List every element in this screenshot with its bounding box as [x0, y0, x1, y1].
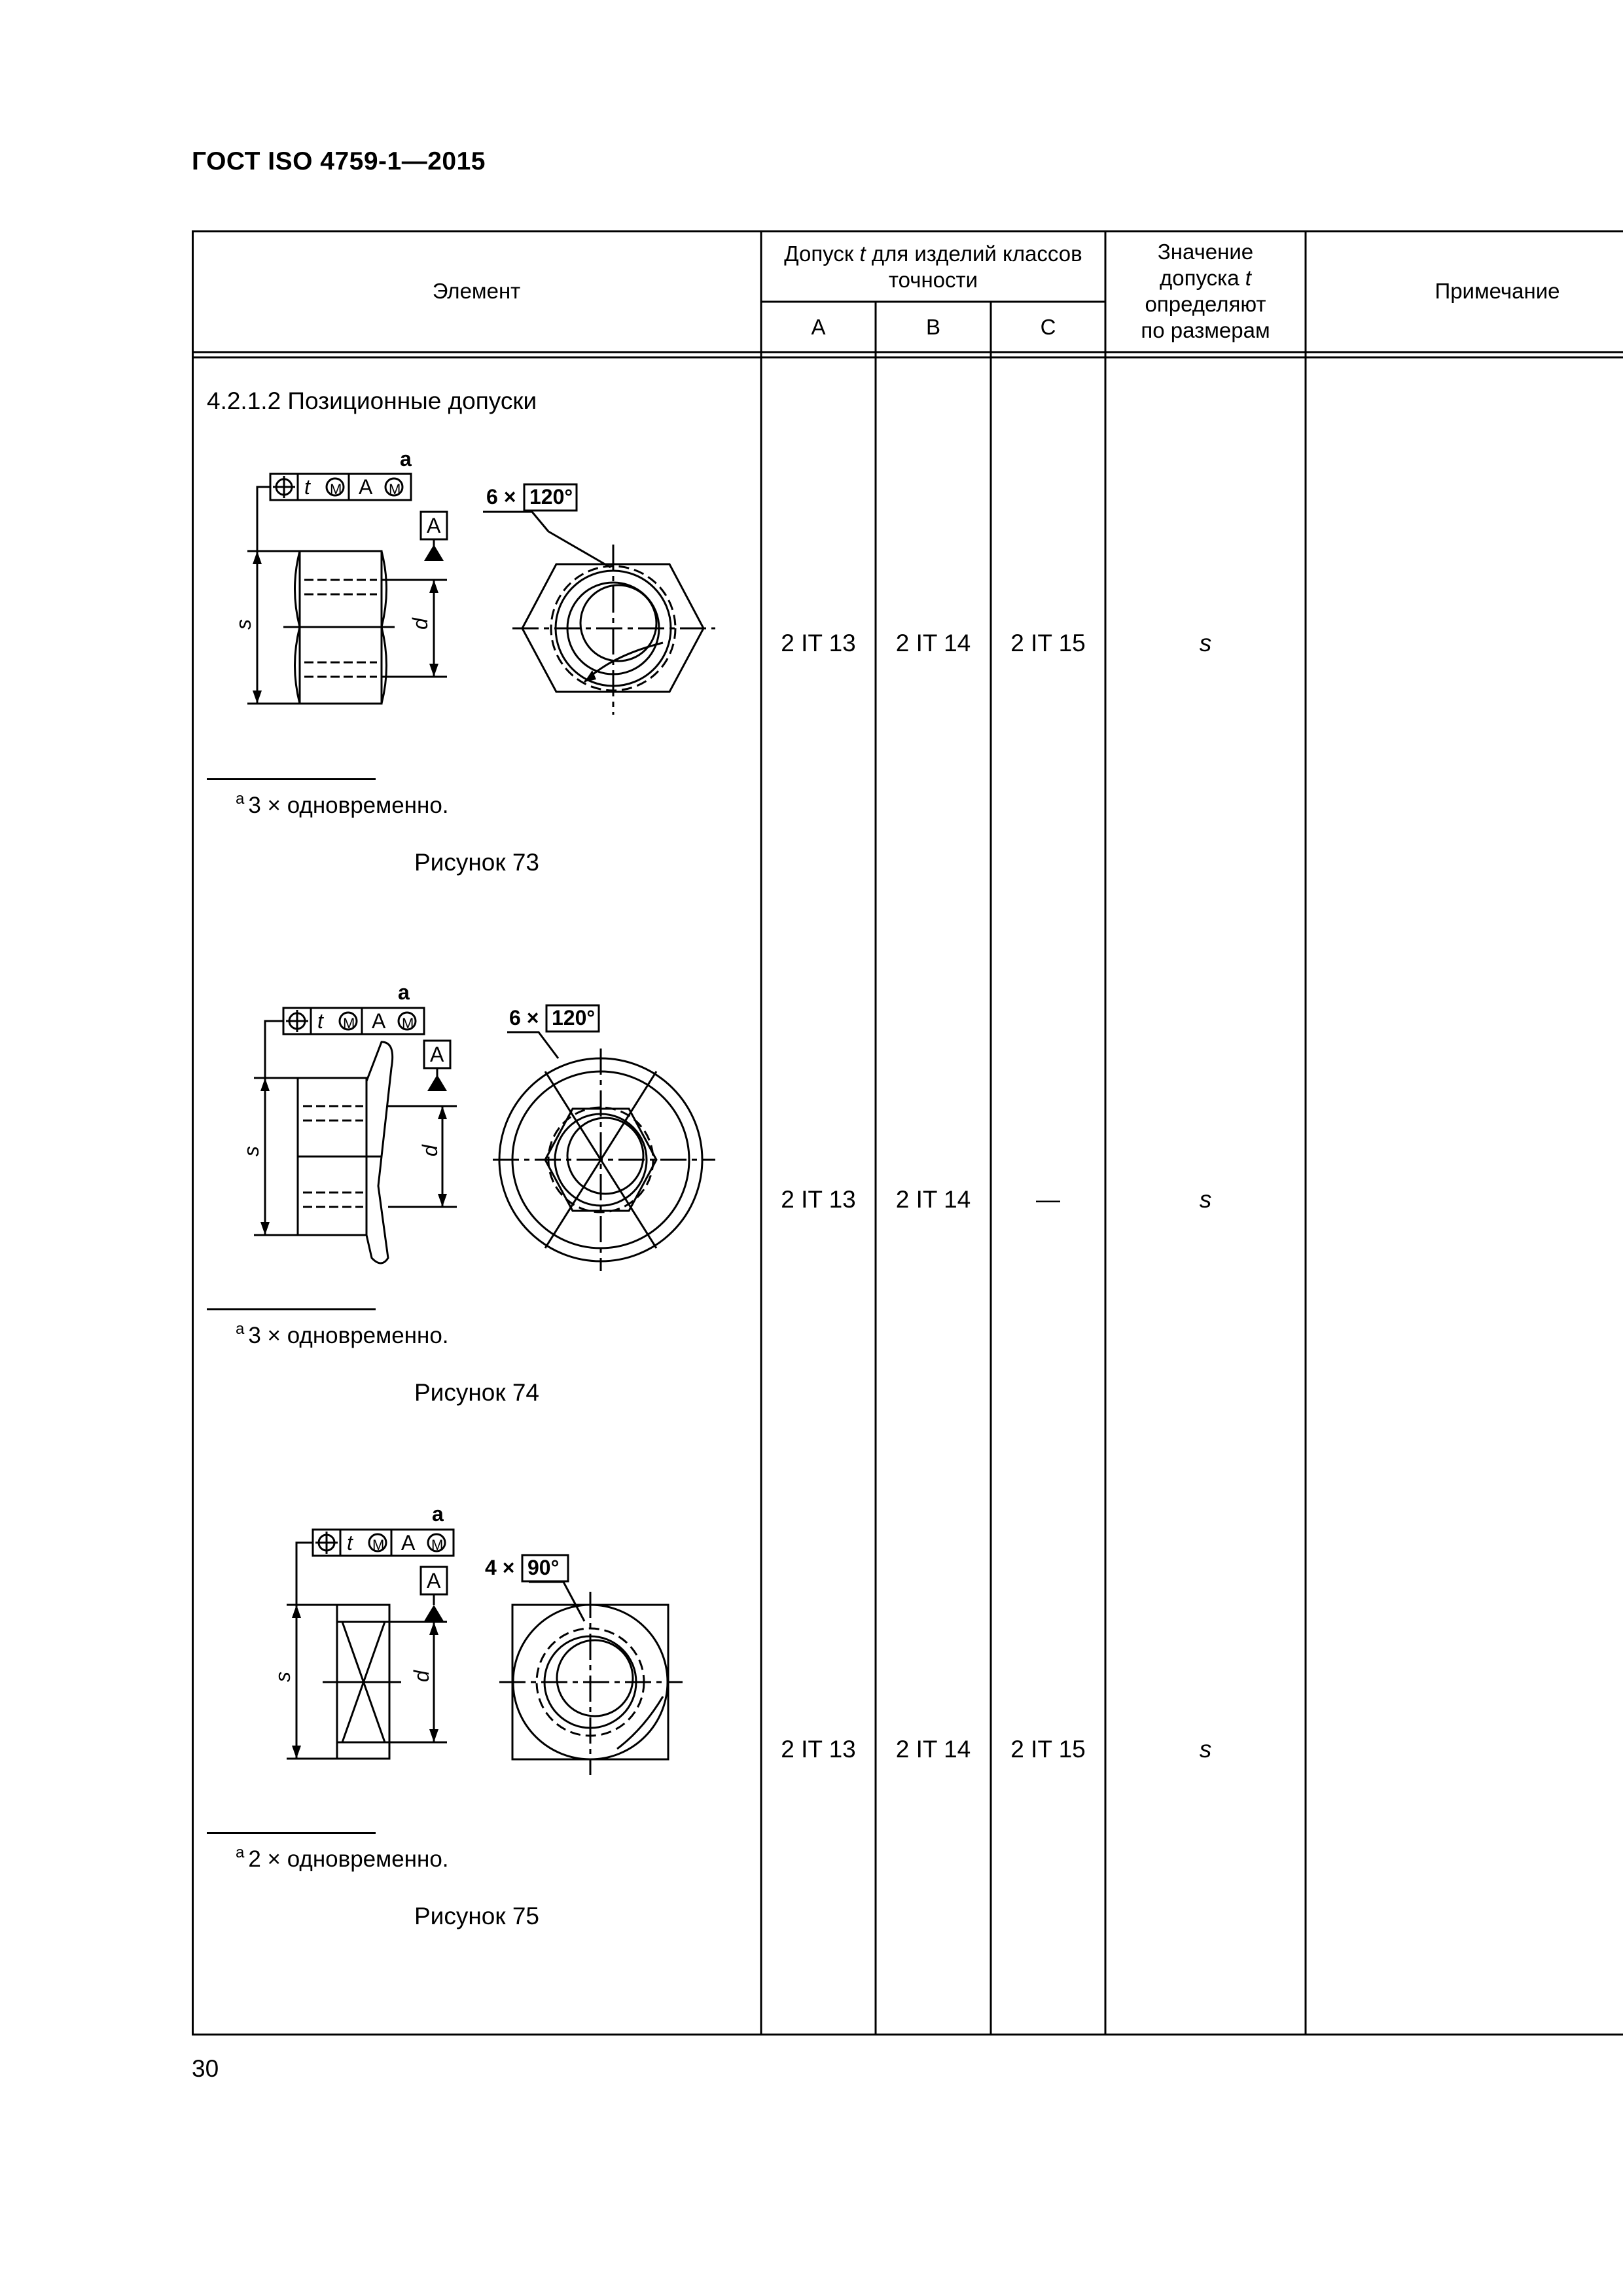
fig74-dim-d: d	[418, 1145, 442, 1157]
fig75-datum: A	[427, 1569, 441, 1592]
section-title: 4.2.1.2 Позиционные допуски	[207, 387, 537, 414]
fig75-dim-s: s	[271, 1672, 294, 1682]
header-tolerance	[761, 234, 1105, 300]
row3-class-b: 2 IT 14	[895, 1736, 971, 1763]
header-tolerance-prefix: Допуск	[784, 242, 854, 266]
fig74-label-a: a	[398, 980, 410, 1004]
fig75-frame-t: t	[347, 1531, 353, 1554]
fig74-datum: A	[430, 1043, 444, 1066]
row2-footnote-mark: a	[236, 1320, 245, 1338]
row3-footnote-rule	[207, 1832, 376, 1834]
row2-footnote-text: 3 × одновременно.	[248, 1323, 449, 1348]
tolerance-table	[192, 230, 1623, 2036]
fig75-angle-count: 4 ×	[485, 1556, 515, 1579]
fig74-frame-m1: M	[343, 1015, 355, 1031]
row2-class-a: 2 IT 13	[781, 1186, 856, 1213]
fig74-dim-s: s	[240, 1146, 263, 1157]
fig73-label-a: a	[400, 447, 412, 471]
fig73-frame-ref: A	[359, 475, 373, 499]
row2-value: s	[1199, 1186, 1212, 1213]
row3-class-c: 2 IT 15	[1010, 1736, 1086, 1763]
document-title: ГОСТ ISO 4759-1—2015	[192, 147, 486, 175]
header-value-line1: Значение	[1157, 240, 1254, 264]
row2-class-b: 2 IT 14	[895, 1186, 971, 1213]
header-value-line2: допуска	[1160, 266, 1240, 290]
figure-74-drawing	[192, 970, 761, 1278]
row3-class-a: 2 IT 13	[781, 1736, 856, 1763]
header-value-line3: определяют	[1145, 292, 1266, 316]
row2-footnote-rule	[207, 1308, 376, 1310]
fig73-angle-value: 120°	[529, 485, 573, 509]
figure-75-drawing	[192, 1494, 761, 1801]
header-class-c: С	[1040, 314, 1056, 339]
row1-footnote-text: 3 × одновременно.	[248, 793, 449, 818]
fig74-angle-count: 6 ×	[509, 1006, 539, 1030]
header-tolerance-suffix: для изделий классов точности	[871, 242, 1082, 292]
row3-value: s	[1199, 1736, 1212, 1763]
fig73-datum: A	[427, 514, 441, 537]
fig74-frame-ref: A	[372, 1009, 386, 1033]
row1-footnote-mark: a	[236, 790, 245, 808]
fig75-frame-m1: M	[372, 1537, 385, 1553]
header-note: Примечание	[1435, 279, 1560, 303]
row1-footnote	[236, 790, 449, 819]
fig75-dim-d: d	[410, 1670, 433, 1682]
fig75-angle-value: 90°	[527, 1556, 560, 1579]
row2-class-c: —	[1036, 1186, 1060, 1213]
fig73-dim-s: s	[232, 619, 255, 630]
header-class-b: В	[925, 314, 940, 339]
row2-caption: Рисунок 74	[414, 1379, 539, 1406]
fig74-frame-t: t	[317, 1009, 323, 1033]
page-number: 30	[192, 2055, 219, 2082]
row1-class-b: 2 IT 14	[895, 630, 971, 656]
fig73-angle-count: 6 ×	[486, 485, 516, 509]
row1-footnote-rule	[207, 778, 376, 780]
fig74-frame-m2: M	[402, 1015, 414, 1031]
header-value-var: t	[1245, 266, 1251, 290]
figure-73-drawing	[192, 427, 761, 728]
fig73-dim-d: d	[408, 618, 432, 630]
fig75-frame-m2: M	[431, 1537, 444, 1553]
row2-footnote	[236, 1320, 449, 1349]
row1-class-c: 2 IT 15	[1010, 630, 1086, 656]
row1-class-a: 2 IT 13	[781, 630, 856, 656]
header-value-line4: по размерам	[1141, 318, 1270, 342]
fig75-frame-ref: A	[401, 1531, 416, 1554]
header-tolerance-var: t	[859, 242, 866, 266]
header-class-a: А	[811, 314, 826, 339]
header-value	[1105, 230, 1306, 352]
row3-footnote	[236, 1844, 449, 1873]
fig73-frame-t: t	[304, 475, 310, 499]
row3-footnote-text: 2 × одновременно.	[248, 1846, 449, 1872]
row1-value: s	[1199, 630, 1212, 656]
row1-caption: Рисунок 73	[414, 849, 539, 876]
fig75-label-a: a	[432, 1502, 444, 1526]
header-element: Элемент	[432, 279, 521, 303]
row3-footnote-mark: a	[236, 1844, 245, 1861]
fig73-frame-m1: M	[330, 481, 342, 497]
fig74-angle-value: 120°	[552, 1006, 596, 1030]
fig73-frame-m2: M	[389, 481, 401, 497]
row3-caption: Рисунок 75	[414, 1903, 539, 1929]
